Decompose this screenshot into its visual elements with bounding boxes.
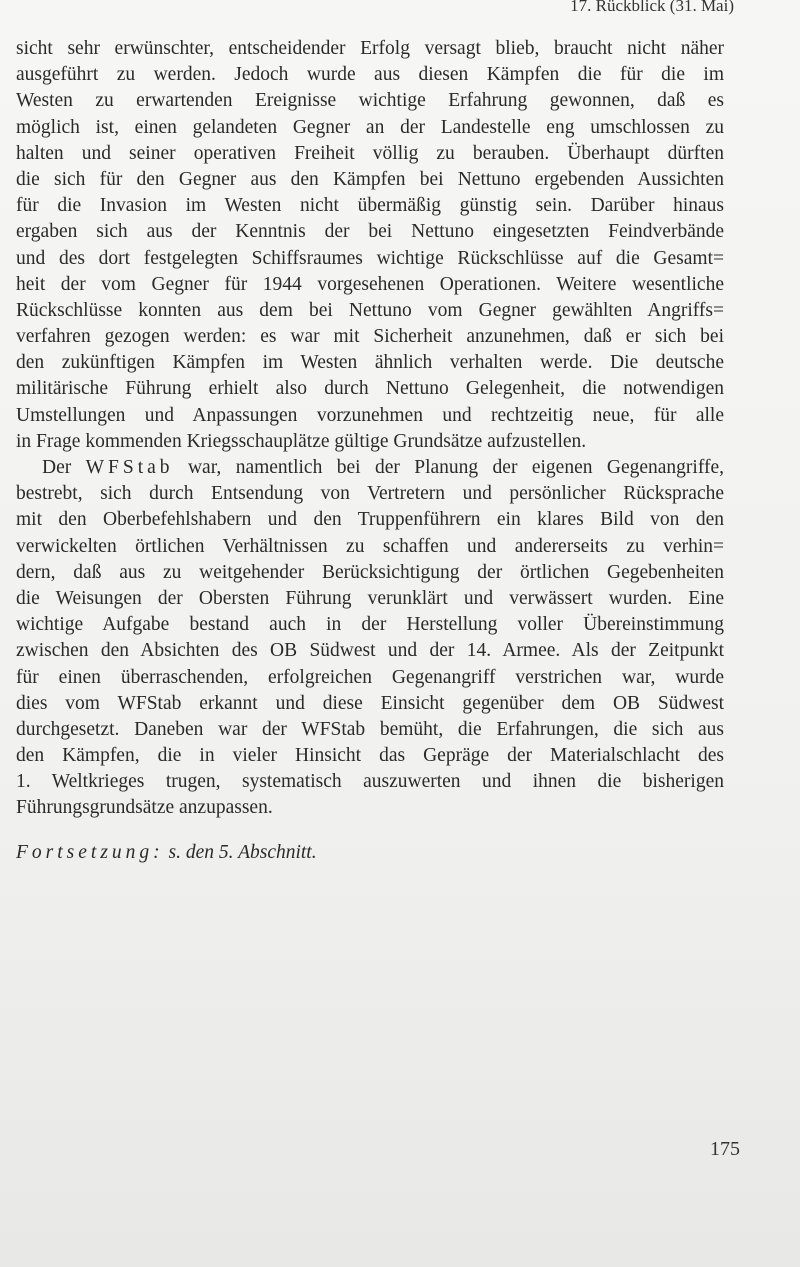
text-line: den zukünftigen Kämpfen im Westen ähnlich verhalten werde. Die deutsche xyxy=(16,352,724,374)
text-line: wichtige Aufgabe bestand auch in der Herstellung voller Übereinstimmung xyxy=(16,614,724,636)
text-line: dies vom WFStab erkannt und diese Einsicht gegenüber dem OB Südwest xyxy=(16,692,724,714)
text-line: ergaben sich aus der Kenntnis der bei Nettuno eingesetzten Feindverbände xyxy=(16,221,724,243)
text-line: sicht sehr erwünschter, entscheidender Erfolg versagt blieb, braucht nicht näher xyxy=(16,38,724,59)
text-line: den Kämpfen, die in vieler Hinsicht das Gepräge der Materialschlacht des xyxy=(16,745,724,767)
text-line: Rückschlüsse konnten aus dem bei Nettuno vom Gegner gewählten Angriffs= xyxy=(16,299,724,321)
text-line: mit den Oberbefehlshabern und den Truppenführern ein klares Bild von den xyxy=(16,509,724,531)
continuation-target: s. den 5. Abschnitt. xyxy=(168,841,317,863)
text-fragment: war, namentlich bei der Planung der eigenen Gegenangriffe, xyxy=(187,457,725,478)
text-line: Westen zu erwartenden Ereignisse wichtige Erfahrung gewonnen, daß es xyxy=(16,90,724,112)
text-line: für die Invasion im Westen nicht übermäßig günstig sein. Darüber hinaus xyxy=(16,195,724,217)
text-line: heit der vom Gegner für 1944 vorgesehenen Operationen. Weitere wesentliche xyxy=(16,273,724,295)
paragraph-2 xyxy=(16,455,724,822)
text-line: verwickelten örtlichen Verhältnissen zu schaffen und andererseits zu verhin= xyxy=(16,535,724,557)
text-line: zwischen den Absichten des OB Südwest und der 14. Armee. Als der Zeitpunkt xyxy=(16,640,724,662)
text-line: für einen überraschenden, erfolgreichen Gegenangriff verstrichen war, wurde xyxy=(16,666,724,688)
text-line: durchgesetzt. Daneben war der WFStab bemüht, die Erfahrungen, die sich aus xyxy=(16,718,724,740)
continuation-note xyxy=(16,840,724,866)
text-line xyxy=(16,455,724,481)
page-body xyxy=(16,36,724,866)
text-line: möglich ist, einen gelandeten Gegner an der Landestelle eng umschlossen zu xyxy=(16,116,724,138)
page-number: 175 xyxy=(710,1138,740,1160)
text-line: in Frage kommenden Kriegsschauplätze gültige Grundsätze aufzustellen. xyxy=(16,430,587,452)
text-line: die sich für den Gegner aus den Kämpfen bei Nettuno ergebenden Aussichten xyxy=(16,168,724,190)
text-line: 1. Weltkrieges trugen, systematisch auszuwerten und ihnen die bisherigen xyxy=(16,771,724,793)
running-header: 17. Rückblick (31. Mai) xyxy=(570,0,734,15)
continuation-label: Fortsetzung: xyxy=(16,841,164,863)
paragraph-1 xyxy=(16,36,724,455)
text-line: verfahren gezogen werden: es war mit Sicherheit anzunehmen, daß er sich bei xyxy=(16,326,724,348)
text-line: dern, daß aus zu weitgehender Berücksichtigung der örtlichen Gegebenheiten xyxy=(16,561,724,583)
text-line: halten und seiner operativen Freiheit völlig zu berauben. Überhaupt dürften xyxy=(16,142,724,164)
text-line: militärische Führung erhielt also durch Nettuno Gelegenheit, die notwendigen xyxy=(16,378,724,400)
text-line: und des dort festgelegten Schiffsraumes wichtige Rückschlüsse auf die Gesamt= xyxy=(16,247,724,269)
spaced-term: WFStab xyxy=(85,457,174,478)
text-line: die Weisungen der Obersten Führung verunklärt und verwässert wurden. Eine xyxy=(16,587,724,609)
text-line: Umstellungen und Anpassungen vorzunehmen und rechtzeitig neue, für alle xyxy=(16,404,724,426)
text-line: ausgeführt zu werden. Jedoch wurde aus diesen Kämpfen die für die im xyxy=(16,64,724,86)
text-line: bestrebt, sich durch Entsendung von Vertretern und persönlicher Rücksprache xyxy=(16,483,724,505)
text-word: Der xyxy=(42,457,72,478)
text-line: Führungsgrundsätze anzupassen. xyxy=(16,797,273,819)
